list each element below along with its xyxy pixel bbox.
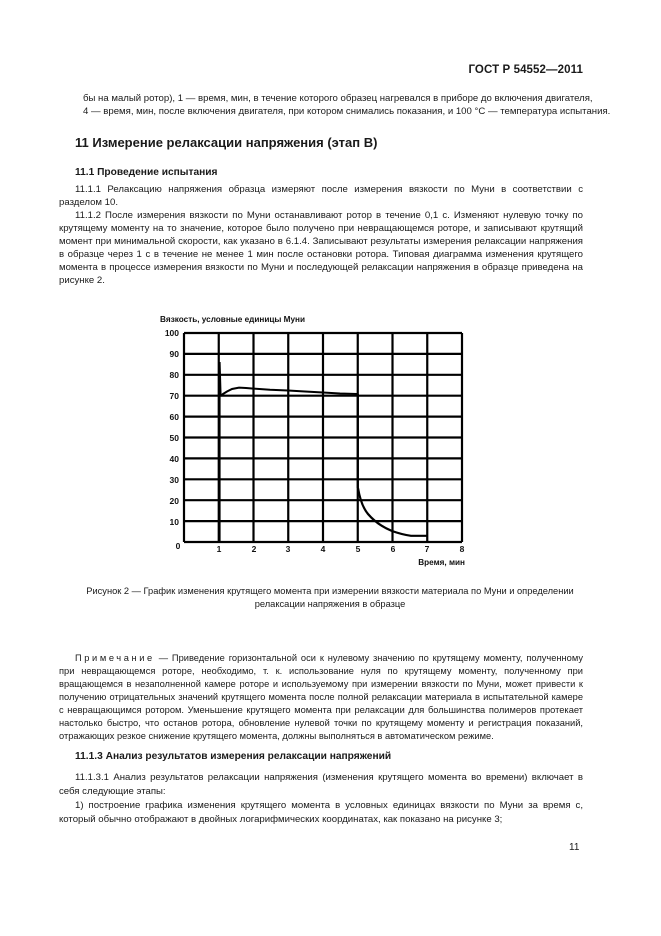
caption-line-2: релаксации напряжения в образце [254, 599, 406, 609]
svg-text:100: 100 [164, 328, 179, 338]
page-number: 11 [569, 842, 580, 853]
svg-text:50: 50 [169, 433, 179, 443]
intro-paragraph [83, 92, 611, 118]
svg-text:4: 4 [320, 544, 326, 554]
paragraph-11-1-3-1: 11.1.3.1 Анализ результатов релаксации напряжения (изменения крутящего момента во времени) включает в себя следующие этапы: [59, 772, 583, 797]
svg-text:10: 10 [169, 517, 179, 527]
intro-line-1: бы на малый ротор), 1 — время, мин, в течение которого образец нагревался в приборе до включения двигателя, [83, 93, 593, 104]
paragraph-11-1-1: 11.1.1 Релаксацию напряжения образца измеряют после измерения вязкости по Муни в соответствии с разделом 10. [59, 184, 583, 209]
svg-text:6: 6 [390, 544, 396, 554]
svg-text:1: 1 [216, 544, 222, 554]
y-axis-label: Вязкость, условные единицы Муни [160, 315, 305, 324]
section-11-1-3-title: 11.1.3 Анализ результатов измерения релаксации напряжений [75, 751, 392, 762]
document-id-header: ГОСТ Р 54552—2011 [468, 64, 583, 76]
x-axis-label: Время, мин [418, 558, 465, 567]
paragraph-11-1-2: 11.1.2 После измерения вязкости по Муни останавливают ротор в течение 0,1 с. Изменяют нулевую точку по крутящему моменту на то значение, которое было получено при невращающемся роторе, и записывают крутящий момент при минимальной скорости, как указано в 6.1.4. Записывают результаты измерения релаксации напряжения в образце через 1 с в течение не менее 1 мин после остановки ротора. Типовая диаграмма изменения крутящего момента в процессе измерения вязкости по Муни и последующей релаксации напряжения в образце приведена на рисунке 2. [59, 210, 583, 287]
y-tick-labels [165, 328, 179, 527]
figure-2-chart [150, 308, 490, 573]
caption-line-1: Рисунок 2 — График изменения крутящего момента при измерении вязкости материала по Муни и определении [86, 586, 574, 596]
svg-text:0: 0 [175, 541, 181, 551]
svg-text:70: 70 [169, 391, 179, 401]
svg-text:80: 80 [169, 370, 179, 380]
svg-text:40: 40 [169, 454, 179, 464]
note-paragraph [59, 652, 583, 743]
svg-text:7: 7 [424, 544, 430, 554]
section-11-title: 11 Измерение релаксации напряжения (этап В) [75, 135, 378, 150]
section-11-1-title: 11.1 Проведение испытания [75, 167, 218, 178]
svg-text:20: 20 [169, 496, 179, 506]
note-text: — Приведение горизонтальной оси к нулевому значению по крутящему моменту, полученному при невращающемся роторе, необходимо, т. к. использование нуля по крутящему моменту, полученному при вращающемся в незаполненной камере роторе и используемому при измерении вязкости по Муни, может привести к получению отрицательных значений крутящего момента после полной релаксации материала в испытательной камере с невращающимся ротором. Уменьшение крутящего момента при релаксации для большинства полимеров протекает настолько быстро, что останов ротора, обновление нулевой точки по крутящему моменту и регистрация показаний, отражающих резкое снижение крутящего момента, должны выполняться в автоматическом режиме. [59, 653, 583, 741]
svg-text:3: 3 [285, 544, 291, 554]
svg-text:5: 5 [355, 544, 361, 554]
chart-grid [184, 333, 462, 542]
intro-line-2: 4 — время, мин, после включения двигателя, при котором снимались показания, и 100 °С — температура испытания. [83, 106, 611, 118]
note-label: Примечание [75, 653, 155, 663]
svg-text:2: 2 [251, 544, 257, 554]
svg-text:8: 8 [459, 544, 465, 554]
svg-text:90: 90 [169, 349, 179, 359]
figure-2-caption [20, 585, 640, 611]
paragraph-step-1: 1) построение графика изменения крутящего момента в условных единицах вязкости по Муни за время с, который обычно отображают в двойных логарифмических координатах, как показано на рисунке 3; [59, 800, 583, 825]
svg-text:30: 30 [169, 475, 179, 485]
svg-text:60: 60 [169, 412, 179, 422]
